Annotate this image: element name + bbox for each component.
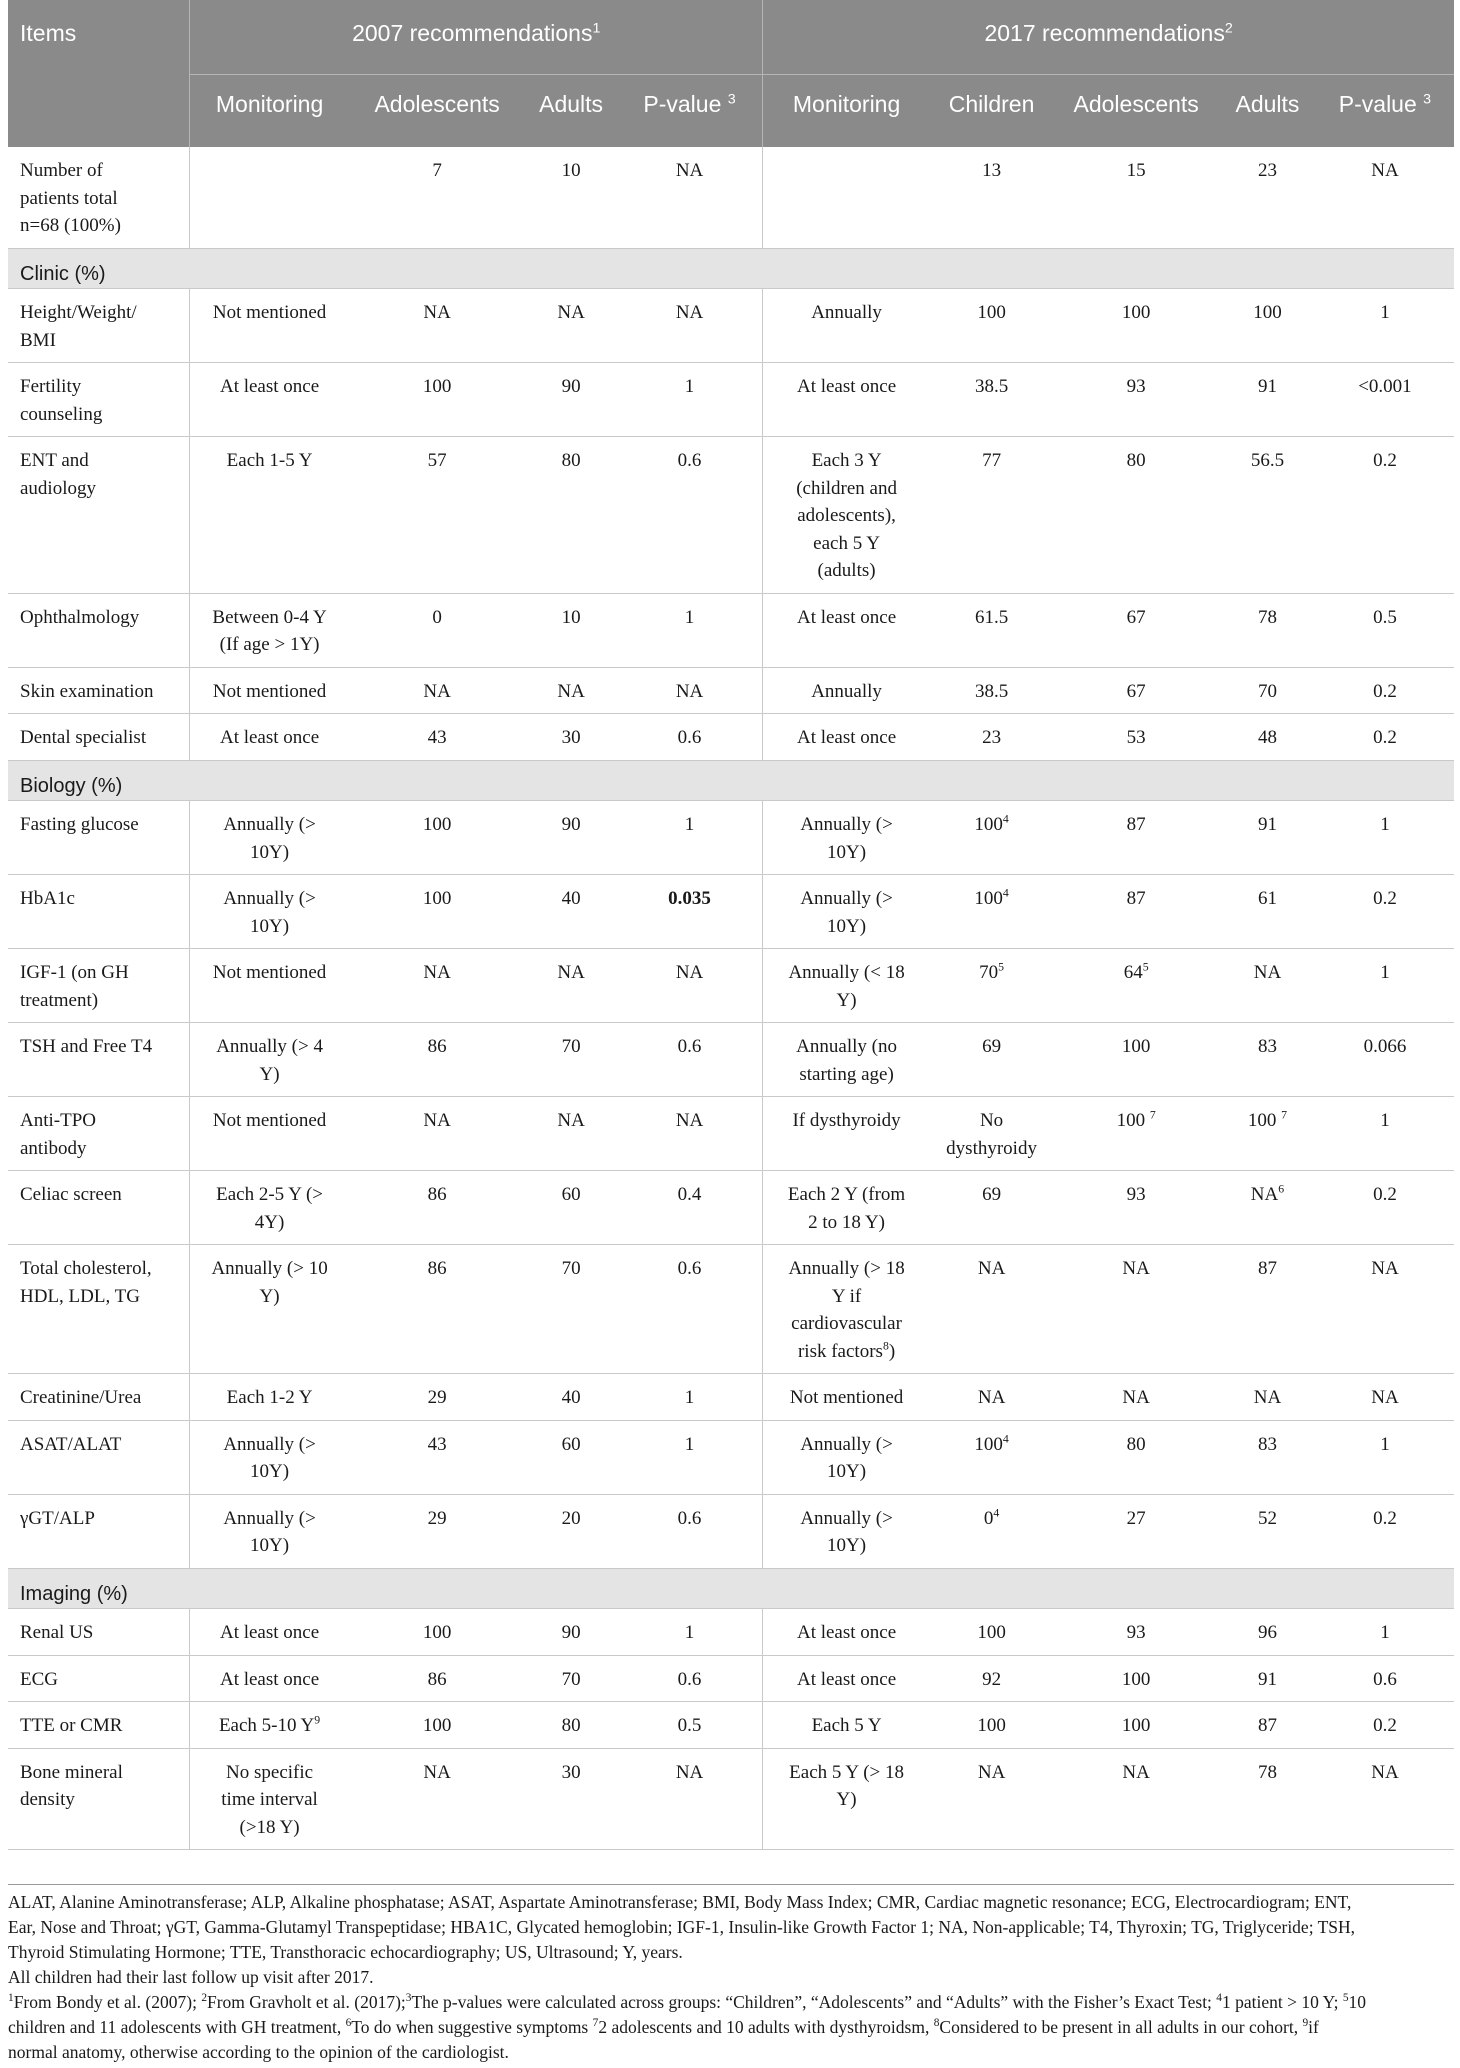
header-2007-group (190, 0, 763, 75)
cell-2017-adolescents: NA (1053, 1245, 1219, 1374)
header-2017-adolescents: Adolescents (1053, 75, 1219, 148)
cell-2007-adolescents: 57 (349, 437, 525, 594)
cell-2007-adults: 10 (525, 147, 617, 248)
followup-note: All children had their last follow up visit after 2017. (8, 1967, 374, 1987)
cell-2017-monitoring: Annually (< 18 Y) (763, 949, 930, 1023)
cell-2017-children: 61.5 (930, 593, 1053, 667)
cell-2017-adolescents: 80 (1053, 437, 1219, 594)
cell-2007-pvalue: 0.6 (617, 1023, 763, 1097)
cell-2007-adolescents: 86 (349, 1655, 525, 1702)
header-2007-adolescents: Adolescents (349, 75, 525, 148)
cell-2017-adolescents: 100 $^7$ (1053, 1097, 1219, 1171)
section-title: Clinic (%) (8, 248, 1454, 289)
row-item: Fasting glucose (8, 801, 190, 875)
cell-2017-pvalue: 1 (1316, 801, 1454, 875)
cell-2017-adults: 70 (1219, 667, 1316, 714)
cell-2007-adults: 60 (525, 1420, 617, 1494)
cell-2017-children: 77 (930, 437, 1053, 594)
cell-2007-adults: 90 (525, 363, 617, 437)
cell-2017-monitoring: Not mentioned (763, 1374, 930, 1421)
table-row-dental (8, 714, 1454, 761)
row-item: Height/Weight/ BMI (8, 289, 190, 363)
cell-2007-adolescents: NA (349, 667, 525, 714)
cell-2017-monitoring: At least once (763, 714, 930, 761)
cell-2017-monitoring: Annually (> 10Y) (763, 801, 930, 875)
cell-2007-monitoring: At least once (190, 714, 349, 761)
cell-2017-adolescents: 80 (1053, 1420, 1219, 1494)
cell-2017-adolescents: 100 (1053, 1655, 1219, 1702)
header-2007-footnote: 1 (592, 20, 601, 37)
cell-2017-adults: 87 (1219, 1702, 1316, 1749)
cell-2007-monitoring: At least once (190, 1655, 349, 1702)
cell-2007-pvalue: 1 (617, 363, 763, 437)
cell-2007-monitoring: Annually (> 4 Y) (190, 1023, 349, 1097)
cell-2017-children: NA (930, 1374, 1053, 1421)
header-2017-monitoring: Monitoring (763, 75, 930, 148)
cell-2007-pvalue: 0.4 (617, 1171, 763, 1245)
header-2017-children: Children (930, 75, 1053, 148)
cell-2017-pvalue: NA (1316, 1245, 1454, 1374)
cell-2007-adults: 10 (525, 593, 617, 667)
cell-2017-adolescents: 87 (1053, 801, 1219, 875)
table-row-renal (8, 1609, 1454, 1656)
cell-2007-adults: 80 (525, 437, 617, 594)
cell-2017-children: 69 (930, 1023, 1053, 1097)
cell-2007-pvalue: 1 (617, 1420, 763, 1494)
cell-2007-monitoring: Annually (> 10 Y) (190, 1245, 349, 1374)
cell-2017-children: 100 (930, 1702, 1053, 1749)
cell-2017-children: $100^4$ (930, 1420, 1053, 1494)
header-2007-pvalue-label: P-value (643, 91, 728, 117)
cell-2007-monitoring: Annually (> 10Y) (190, 875, 349, 949)
row-item: Celiac screen (8, 1171, 190, 1245)
cell-2017-children: 69 (930, 1171, 1053, 1245)
cell-2017-adults: 23 (1219, 147, 1316, 248)
cell-2017-monitoring: At least once (763, 1609, 930, 1656)
cell-2007-adolescents: NA (349, 949, 525, 1023)
cell-2017-pvalue: 0.2 (1316, 667, 1454, 714)
cell-2017-monitoring: Annually (763, 289, 930, 363)
header-2007-pvalue (617, 75, 763, 148)
cell-2007-pvalue: 0.6 (617, 1494, 763, 1568)
row-item: HbA1c (8, 875, 190, 949)
cell-2017-adolescents: 93 (1053, 363, 1219, 437)
recommendations-table-document (8, 0, 1454, 1850)
row-item: Total cholesterol, HDL, LDL, TG (8, 1245, 190, 1374)
cell-2017-children: 38.5 (930, 667, 1053, 714)
cell-2007-monitoring: Between 0-4 Y (If age > 1Y) (190, 593, 349, 667)
table-row-ecg (8, 1655, 1454, 1702)
cell-2017-adolescents: 93 (1053, 1171, 1219, 1245)
cell-2007-adolescents: 29 (349, 1494, 525, 1568)
cell-2017-adolescents: 93 (1053, 1609, 1219, 1656)
row-item: Skin examination (8, 667, 190, 714)
cell-2007-adolescents: 100 (349, 1609, 525, 1656)
table-row-ent (8, 437, 1454, 594)
cell-2017-children: 13 (930, 147, 1053, 248)
row-item: γGT/ALP (8, 1494, 190, 1568)
cell-2007-adults: NA (525, 667, 617, 714)
cell-2017-children: 92 (930, 1655, 1053, 1702)
cell-2007-pvalue: NA (617, 147, 763, 248)
cell-2017-adolescents: 67 (1053, 593, 1219, 667)
cell-2007-monitoring: Not mentioned (190, 949, 349, 1023)
cell-2017-adolescents: 67 (1053, 667, 1219, 714)
header-2017-group (763, 0, 1454, 75)
cell-2007-adults: 40 (525, 875, 617, 949)
cell-2007-adolescents: 86 (349, 1171, 525, 1245)
table-row-asat (8, 1420, 1454, 1494)
cell-2017-pvalue: 0.2 (1316, 1702, 1454, 1749)
cell-2007-adolescents: NA (349, 289, 525, 363)
cell-2017-adults: 83 (1219, 1023, 1316, 1097)
cell-2007-adults: 80 (525, 1702, 617, 1749)
cell-2017-monitoring: Annually (> 18 Y if cardiovascular risk factors$^8$) (763, 1245, 930, 1374)
header-2007-monitoring: Monitoring (190, 75, 349, 148)
cell-2007-pvalue: 1 (617, 801, 763, 875)
cell-2007-monitoring: Each 2-5 Y (> 4Y) (190, 1171, 349, 1245)
cell-2017-adults: 91 (1219, 1655, 1316, 1702)
row-item: ECG (8, 1655, 190, 1702)
cell-2017-pvalue: 0.2 (1316, 1171, 1454, 1245)
row-item: Fertility counseling (8, 363, 190, 437)
cell-2017-adults: 78 (1219, 593, 1316, 667)
cell-2017-adults: 87 (1219, 1245, 1316, 1374)
cell-2017-pvalue: 1 (1316, 289, 1454, 363)
table-row-celiac (8, 1171, 1454, 1245)
cell-2017-monitoring: Annually (763, 667, 930, 714)
row-item: Ophthalmology (8, 593, 190, 667)
cell-2017-children: 38.5 (930, 363, 1053, 437)
cell-2007-pvalue: NA (617, 949, 763, 1023)
table-row-antitpo (8, 1097, 1454, 1171)
cell-2007-monitoring: Each 1-5 Y (190, 437, 349, 594)
cell-2017-adolescents: $64^5$ (1053, 949, 1219, 1023)
section-clinic (8, 248, 1454, 289)
cell-2007-adults: 90 (525, 801, 617, 875)
cell-2017-adults: NA (1219, 949, 1316, 1023)
row-item: Renal US (8, 1609, 190, 1656)
cell-2017-pvalue: 0.066 (1316, 1023, 1454, 1097)
cell-2017-pvalue: 1 (1316, 1420, 1454, 1494)
cell-2007-adolescents: NA (349, 1748, 525, 1850)
cell-2017-adults: 52 (1219, 1494, 1316, 1568)
cell-2017-children: $0^4$ (930, 1494, 1053, 1568)
cell-2007-pvalue: NA (617, 1097, 763, 1171)
cell-2007-pvalue: NA (617, 1748, 763, 1850)
recommendations-table (8, 0, 1454, 1850)
table-row-hba1c (8, 875, 1454, 949)
table-row-creatinine (8, 1374, 1454, 1421)
cell-2007-pvalue: 1 (617, 1374, 763, 1421)
cell-2017-adolescents: NA (1053, 1374, 1219, 1421)
cell-2017-children: 100 (930, 1609, 1053, 1656)
cell-2017-adults: $NA^6$ (1219, 1171, 1316, 1245)
cell-2007-adolescents: 43 (349, 714, 525, 761)
cell-2017-monitoring: Annually (no starting age) (763, 1023, 930, 1097)
cell-2007-pvalue: 0.6 (617, 437, 763, 594)
cell-2017-children: NA (930, 1748, 1053, 1850)
cell-2017-monitoring: At least once (763, 1655, 930, 1702)
cell-2007-monitoring: Not mentioned (190, 667, 349, 714)
cell-2007-adults: 40 (525, 1374, 617, 1421)
cell-2007-pvalue: 1 (617, 593, 763, 667)
cell-2007-adults: NA (525, 289, 617, 363)
section-title: Imaging (%) (8, 1568, 1454, 1609)
cell-2007-adults: NA (525, 1097, 617, 1171)
cell-2007-monitoring: Annually (> 10Y) (190, 801, 349, 875)
cell-2017-children: $70^5$ (930, 949, 1053, 1023)
cell-2017-adults: 91 (1219, 801, 1316, 875)
section-title: Biology (%) (8, 760, 1454, 801)
row-item: Number of patients total n=68 (100%) (8, 147, 190, 248)
row-item: TTE or CMR (8, 1702, 190, 1749)
cell-2007-monitoring: Not mentioned (190, 1097, 349, 1171)
row-item: Anti-TPO antibody (8, 1097, 190, 1171)
cell-2017-adolescents: 100 (1053, 1702, 1219, 1749)
cell-2007-adults: NA (525, 949, 617, 1023)
cell-2017-pvalue: 1 (1316, 949, 1454, 1023)
table-row-skin (8, 667, 1454, 714)
cell-2017-children: $100^4$ (930, 875, 1053, 949)
cell-2017-adults: 56.5 (1219, 437, 1316, 594)
cell-2007-adolescents: 100 (349, 1702, 525, 1749)
cell-2007-pvalue: NA (617, 289, 763, 363)
table-row-cholesterol (8, 1245, 1454, 1374)
table-row-bone (8, 1748, 1454, 1850)
cell-2007-adolescents: 0 (349, 593, 525, 667)
cell-2017-adolescents: 53 (1053, 714, 1219, 761)
row-item: Bone mineral density (8, 1748, 190, 1850)
table-footnotes (8, 1890, 1454, 2065)
header-2017-footnote: 2 (1224, 20, 1233, 37)
cell-2007-adults: 20 (525, 1494, 617, 1568)
cell-2017-adolescents: 27 (1053, 1494, 1219, 1568)
cell-2017-pvalue: 0.2 (1316, 714, 1454, 761)
cell-2017-pvalue: 0.2 (1316, 875, 1454, 949)
cell-2007-adolescents: NA (349, 1097, 525, 1171)
cell-2017-pvalue: 0.6 (1316, 1655, 1454, 1702)
table-row-height (8, 289, 1454, 363)
cell-2017-children: $100^4$ (930, 801, 1053, 875)
cell-2017-monitoring: At least once (763, 593, 930, 667)
cell-2007-adolescents: 86 (349, 1245, 525, 1374)
cell-2007-monitoring: Each 5-10 $Y^9$ (190, 1702, 349, 1749)
cell-2017-pvalue: 0.2 (1316, 1494, 1454, 1568)
cell-2017-children: No dysthyroidy (930, 1097, 1053, 1171)
cell-2017-adults: 96 (1219, 1609, 1316, 1656)
cell-2007-adolescents: 43 (349, 1420, 525, 1494)
cell-2007-pvalue: 0.035 (617, 875, 763, 949)
cell-2017-adolescents: 100 (1053, 289, 1219, 363)
cell-2007-adults: 70 (525, 1655, 617, 1702)
cell-2017-adolescents: NA (1053, 1748, 1219, 1850)
cell-2007-pvalue: NA (617, 667, 763, 714)
table-row-ggt (8, 1494, 1454, 1568)
cell-2017-adolescents: 87 (1053, 875, 1219, 949)
cell-2007-monitoring: Each 1-2 Y (190, 1374, 349, 1421)
cell-2007-adolescents: 100 (349, 875, 525, 949)
header-2007-adults: Adults (525, 75, 617, 148)
cell-2007-adults: 70 (525, 1023, 617, 1097)
table-row-glucose (8, 801, 1454, 875)
table-row-fertility (8, 363, 1454, 437)
cell-2007-adults: 70 (525, 1245, 617, 1374)
cell-2017-children: 23 (930, 714, 1053, 761)
cell-2017-adults: 48 (1219, 714, 1316, 761)
cell-2017-adults: 78 (1219, 1748, 1316, 1850)
cell-2017-pvalue: 0.5 (1316, 593, 1454, 667)
cell-2007-adolescents: 100 (349, 801, 525, 875)
cell-2017-pvalue: 0.2 (1316, 437, 1454, 594)
row-item: ENT and audiology (8, 437, 190, 594)
cell-2007-adults: 60 (525, 1171, 617, 1245)
header-2017-pvalue-sup: 3 (1423, 91, 1432, 108)
cell-2007-pvalue: 1 (617, 1609, 763, 1656)
cell-2017-monitoring: Annually (> 10Y) (763, 1420, 930, 1494)
header-2017-label: 2017 recommendations (984, 20, 1225, 46)
cell-2017-monitoring: Each 5 Y (> 18 Y) (763, 1748, 930, 1850)
cell-2017-monitoring (763, 147, 930, 248)
abbreviations-note: ALAT, Alanine Aminotransferase; ALP, Alkaline phosphatase; ASAT, Aspartate Aminotransferase; BMI, Body Mass Index; CMR, Cardiac magnetic resonance; ECG, Electrocardiogram; ENT, Ear, Nose and Throat; γGT, Gamma-Glutamyl Transpeptidase; HBA1C, Glycated hemoglobin; IGF-1, Insulin-like Growth Factor 1; NA, Non-applicable; T4, Thyroxin; TG, Triglyceride; TSH, Thyroid Stimulating Hormone; TTE, Transthoracic echocardiography; US, Ultrasound; Y, years. (8, 1892, 1356, 1962)
row-item: ASAT/ALAT (8, 1420, 190, 1494)
cell-2007-pvalue: 0.6 (617, 1245, 763, 1374)
cell-2017-adults: 91 (1219, 363, 1316, 437)
cell-2017-pvalue: NA (1316, 147, 1454, 248)
cell-2017-adults: 61 (1219, 875, 1316, 949)
table-row-tte (8, 1702, 1454, 1749)
cell-2007-pvalue: 0.5 (617, 1702, 763, 1749)
cell-2017-pvalue: NA (1316, 1374, 1454, 1421)
cell-2017-monitoring: Each 5 Y (763, 1702, 930, 1749)
cell-2007-monitoring: No specific time interval (>18 Y) (190, 1748, 349, 1850)
cell-2007-monitoring: At least once (190, 363, 349, 437)
header-2007-label: 2007 recommendations (352, 20, 593, 46)
cell-2017-monitoring: Each 3 Y (children and adolescents), each 5 Y (adults) (763, 437, 930, 594)
cell-2007-adolescents: 7 (349, 147, 525, 248)
cell-2007-monitoring: At least once (190, 1609, 349, 1656)
cell-2007-adolescents: 86 (349, 1023, 525, 1097)
cell-2017-children: NA (930, 1245, 1053, 1374)
table-row-patients (8, 147, 1454, 248)
cell-2017-adults: 83 (1219, 1420, 1316, 1494)
cell-2017-pvalue: <0.001 (1316, 363, 1454, 437)
table-bottom-rule (8, 1884, 1454, 1885)
header-2007-pvalue-sup: 3 (727, 91, 736, 108)
cell-2017-monitoring: Annually (> 10Y) (763, 875, 930, 949)
cell-2017-pvalue: 1 (1316, 1609, 1454, 1656)
cell-2007-adults: 30 (525, 1748, 617, 1850)
header-2017-pvalue (1316, 75, 1454, 148)
cell-2017-adolescents: 15 (1053, 147, 1219, 248)
table-row-ophthalmology (8, 593, 1454, 667)
row-item: TSH and Free T4 (8, 1023, 190, 1097)
row-item: Dental specialist (8, 714, 190, 761)
cell-2007-adults: 90 (525, 1609, 617, 1656)
header-items: Items (8, 0, 190, 147)
cell-2017-adults: 100 $^7$ (1219, 1097, 1316, 1171)
cell-2017-pvalue: 1 (1316, 1097, 1454, 1171)
cell-2017-monitoring: At least once (763, 363, 930, 437)
table-row-igf1 (8, 949, 1454, 1023)
cell-2007-monitoring (190, 147, 349, 248)
header-2017-pvalue-label: P-value (1338, 91, 1424, 117)
cell-2007-adults: 30 (525, 714, 617, 761)
cell-2007-adolescents: 29 (349, 1374, 525, 1421)
cell-2017-monitoring: If dysthyroidy (763, 1097, 930, 1171)
cell-2017-monitoring: Annually (> 10Y) (763, 1494, 930, 1568)
cell-2017-monitoring: Each 2 Y (from 2 to 18 Y) (763, 1171, 930, 1245)
cell-2017-adults: 100 (1219, 289, 1316, 363)
cell-2017-adolescents: 100 (1053, 1023, 1219, 1097)
cell-2007-pvalue: 0.6 (617, 1655, 763, 1702)
cell-2017-pvalue: NA (1316, 1748, 1454, 1850)
cell-2007-monitoring: Annually (> 10Y) (190, 1494, 349, 1568)
section-imaging (8, 1568, 1454, 1609)
cell-2007-monitoring: Annually (> 10Y) (190, 1420, 349, 1494)
cell-2007-monitoring: Not mentioned (190, 289, 349, 363)
cell-2007-adolescents: 100 (349, 363, 525, 437)
section-biology (8, 760, 1454, 801)
cell-2017-adults: NA (1219, 1374, 1316, 1421)
cell-2017-children: 100 (930, 289, 1053, 363)
header-2017-adults: Adults (1219, 75, 1316, 148)
cell-2007-pvalue: 0.6 (617, 714, 763, 761)
row-item: Creatinine/Urea (8, 1374, 190, 1421)
row-item: IGF-1 (on GH treatment) (8, 949, 190, 1023)
footnotes-note: $^1$From Bondy et al. (2007); $^2$From Gravholt et al. (2017);$^3$The p-values were calculated across groups: “Children”, “Adolescents” and “Adults” with the Fisher’s Exact Test; $^4$1 patient > 10 Y; $^5$10 children and 11 adolescents with GH treatment, $^6$To do when suggestive symptoms $^7$2 adolescents and 10 adults with dysthyroidsm, $^8$Considered to be present in all adults in our cohort, $^9$if normal anatomy, otherwise according to the opinion of the cardiologist. (8, 1992, 1367, 2062)
table-row-tsh (8, 1023, 1454, 1097)
